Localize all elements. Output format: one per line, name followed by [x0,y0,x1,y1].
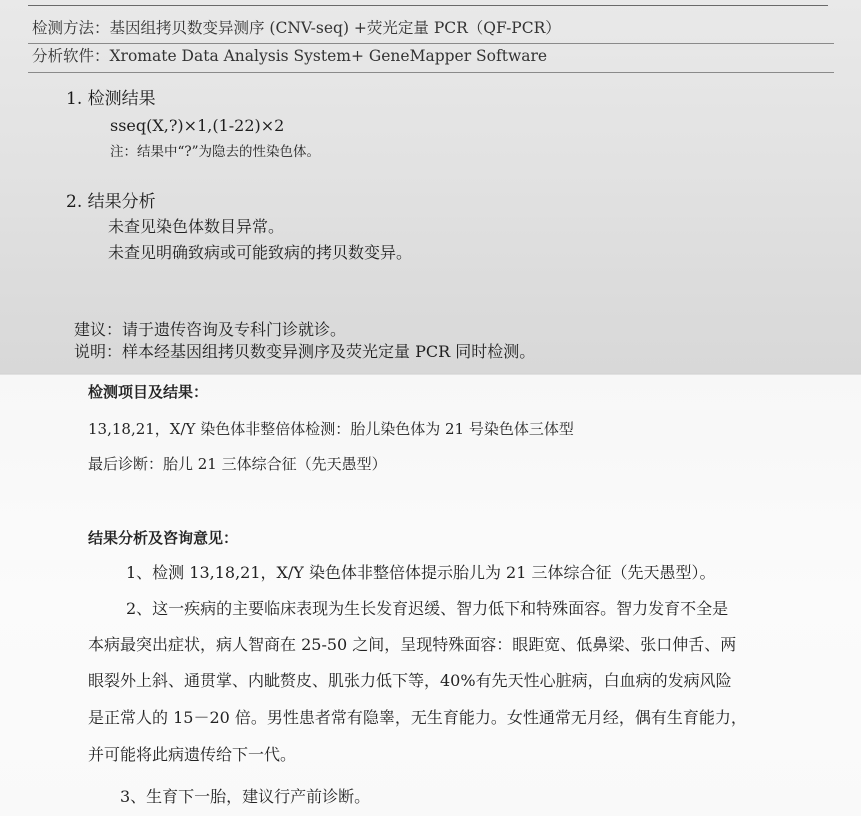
method-line: 检测方法：基因组拷贝数变异测序 (CNV-seq) +荧光定量 PCR（QF-PCR） [32,19,561,37]
header-rule [28,43,834,44]
explain-line: 说明：样本经基因组拷贝数变异测序及荧光定量 PCR 同时检测。 [74,342,536,361]
paragraph-line-3: 本病最突出症状，病人智商在 25-50 之间，呈现特殊面容：眼距宽、低鼻梁、张口伸舌、两 [88,635,737,654]
items-title: 检测项目及结果： [88,383,209,401]
paragraph-line-1: 1、检测 13,18,21，X/Y 染色体非整倍体提示胎儿为 21 三体综合征（先天愚型）。 [126,563,716,582]
advice-line: 建议：请于遗传咨询及专科门诊就诊。 [74,320,347,339]
top-report-section [0,0,861,375]
analysis-line-1: 未查见染色体数目异常。 [108,217,285,236]
bottom-report-section [0,375,861,816]
software-rule [28,72,834,73]
paragraph-line-2: 2、这一疾病的主要临床表现为生长发育迟缓、智力低下和特殊面容。智力发育不全是 [126,599,729,618]
items-result: 13,18,21，X/Y 染色体非整倍体检测：胎儿染色体为 21 号染色体三体型 [88,420,574,438]
paragraph-line-7: 3、生育下一胎，建议行产前诊断。 [120,787,371,806]
paragraph-line-6: 并可能将此病遗传给下一代。 [88,745,297,764]
result-note: 注：结果中“?”为隐去的性染色体。 [110,144,321,160]
paragraph-line-5: 是正常人的 15－20 倍。男性患者常有隐睾，无生育能力。女性通常无月经，偶有生育能力， [88,708,747,727]
analysis-line-2: 未查见明确致病或可能致病的拷贝数变异。 [108,243,413,262]
paragraph-line-4: 眼裂外上斜、通贯掌、内眦赘皮、肌张力低下等，40%有先天性心脏病，白血病的发病风险 [88,671,732,690]
diagnosis: 最后诊断：胎儿 21 三体综合征（先天愚型） [88,455,387,473]
software-line: 分析软件：Xromate Data Analysis System+ GeneMapper Software [32,47,548,65]
section2-title: 2. 结果分析 [66,192,156,212]
result-formula: sseq(X,?)×1,(1-22)×2 [110,116,285,135]
section1-title: 1. 检测结果 [66,89,156,109]
analysis-title: 结果分析及咨询意见： [88,529,239,547]
top-rule [28,5,828,6]
